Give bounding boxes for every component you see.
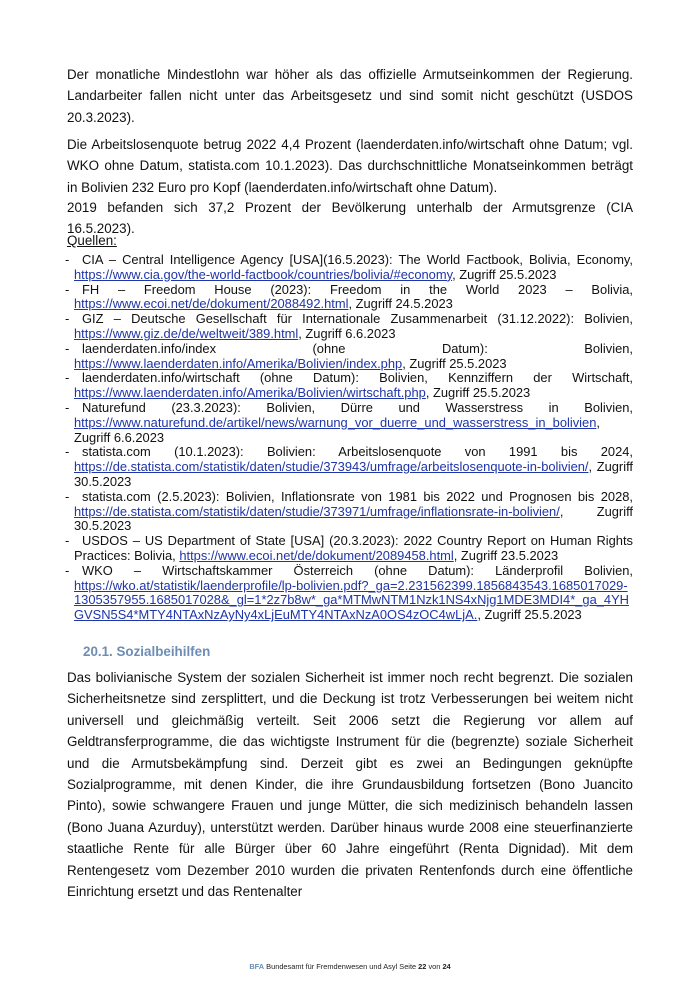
list-dash: - (65, 444, 70, 460)
source-link[interactable]: https://www.naturefund.de/artikel/news/warnung_vor_duerre_und_wasserstress_in_bolivien (74, 414, 597, 430)
source-access-date: , Zugriff 6.6.2023 (74, 414, 600, 445)
source-access-date: , Zugriff 25.5.2023 (452, 266, 557, 282)
source-link[interactable]: https://www.laenderdaten.info/Amerika/Bolivien/index.php (74, 355, 403, 371)
source-access-date: , Zugriff 30.5.2023 (74, 459, 633, 489)
source-link[interactable]: https://de.statista.com/statistik/daten/studie/373943/umfrage/arbeitslosenquote-in-bolivien/ (74, 459, 589, 475)
footer-page-number: 22 (418, 962, 427, 971)
page-footer (0, 962, 700, 972)
source-item (67, 342, 633, 372)
source-link[interactable]: https://www.laenderdaten.info/Amerika/Bolivien/wirtschaft.php (74, 385, 426, 401)
source-item (67, 564, 633, 623)
source-link[interactable]: https://wko.at/statistik/laenderprofile/lp-bolivien.pdf?_ga=2.231562399.1856843543.1685017029-1305357955.1685017028&_gl=1*2z7b8w*_ga*MTMwNTM1Nzk1NS4xNjg1MDE3MDI4*_ga_4YHGVSN5S4*MTY4NTAxNzAyNy4xLjEuMTY4NTAxNzA0OS4zOC4wLjA. (74, 577, 629, 623)
source-title: statista.com (10.1.2023): Bolivien: Arbeitslosenquote von 1991 bis 2024, (82, 444, 633, 460)
source-access-date: , Zugriff 6.6.2023 (298, 325, 396, 341)
source-link[interactable]: https://www.ecoi.net/de/dokument/2088492.html (74, 296, 349, 312)
paragraph-social-security: Das bolivianische System der sozialen Sicherheit ist immer noch recht begrenzt. Die sozialen Sicherheitsnetze sind zersplittert, und die Deckung ist trotz Verbesserungen bei weitem nicht universell und gleichmäßig verteilt. Seit 2006 setzt die Regierung vor allem auf Geldtransferprogramme, die das wichtigste Instrument für die (begrenzte) soziale Sicherheit und die Armutsbekämpfung sind. Derzeit gibt es zwei an Bedingungen geknüpfte Sozialprogramme, mit denen Kinder, die ihre Grundausbildung fortsetzen (Bono Juancito Pinto), sowie schwangere Frauen und junge Mütter, die sich medizinisch behandeln lassen (Bono Juana Azurduy), unterstützt werden. Darüber hinaus wurde 2008 eine steuerfinanzierte staatliche Rente für alle Bürger über 60 Jahre eingeführt (Renta Dignidad). Mit dem Rentengesetz vom Dezember 2010 wurden die privaten Rentenfonds durch eine öffentliche Einrichtung ersetzt und das Rentenalter (67, 670, 633, 900)
source-item (67, 490, 633, 534)
source-title: FH – Freedom House (2023): Freedom in the World 2023 – Bolivia, (82, 281, 633, 297)
source-item (67, 283, 633, 313)
source-access-date: , Zugriff 30.5.2023 (74, 503, 633, 534)
footer-of: von (426, 962, 443, 971)
source-title: Naturefund (23.3.2023): Bolivien, Dürre und Wasserstress in Bolivien, (82, 399, 633, 415)
list-dash: - (65, 399, 70, 415)
source-access-date: , Zugriff 25.5.2023 (477, 607, 582, 623)
source-item (67, 401, 633, 445)
source-link[interactable]: https://www.ecoi.net/de/dokument/2089458.html (179, 547, 454, 563)
list-dash: - (65, 488, 70, 504)
source-title-cont: Practices: Bolivia, (74, 547, 180, 563)
list-dash: - (65, 252, 70, 267)
source-title: statista.com (2.5.2023): Bolivien, Inflationsrate von 1981 bis 2022 und Prognosen bis 2028, (82, 488, 633, 504)
list-dash: - (65, 370, 70, 386)
source-access-date: , Zugriff 25.5.2023 (425, 385, 531, 401)
footer-org: Bundesamt für Fremdenwesen und Asyl Seite (264, 962, 419, 971)
paragraph-unemployment: Die Arbeitslosenquote betrug 2022 4,4 Prozent (laenderdaten.info/wirtschaft ohne Datum; vgl. WKO ohne Datum, statista.com 10.1.2023). Das durchschnittliche Monatseinkommen beträgt in Bolivien 232 Euro pro Kopf (laenderdaten.info/wirtschaft ohne Datum). (67, 137, 633, 195)
footer-page-total: 24 (442, 962, 451, 971)
source-title: laenderdaten.info/index (ohne Datum): Bolivien, (82, 340, 633, 356)
source-item (67, 312, 633, 342)
source-title: USDOS – US Department of State [USA] (20.3.2023): 2022 Country Report on Human Rights (82, 533, 633, 549)
sources-list (67, 253, 633, 623)
list-dash: - (65, 533, 70, 549)
source-title: WKO – Wirtschaftskammer Österreich (ohne Datum): Länderprofil Bolivien, (82, 562, 633, 578)
source-item (67, 534, 633, 564)
source-title: CIA – Central Intelligence Agency [USA](16.5.2023): The World Factbook, Bolivia, Economy, (82, 252, 633, 267)
source-link[interactable]: https://www.cia.gov/the-world-factbook/countries/bolivia/#economy (74, 266, 453, 282)
sources-heading: Quellen: (67, 233, 117, 248)
source-item (67, 253, 633, 283)
section-title: 20.1. Sozialbeihilfen (83, 644, 211, 659)
source-item (67, 371, 633, 401)
list-dash: - (65, 281, 70, 297)
list-dash: - (65, 311, 70, 327)
paragraph-poverty: 2019 befanden sich 37,2 Prozent der Bevölkerung unterhalb der Armutsgrenze (CIA 16.5.2023). (67, 200, 633, 237)
source-item (67, 445, 633, 489)
list-dash: - (65, 340, 70, 356)
source-access-date: , Zugriff 24.5.2023 (348, 296, 453, 312)
source-title: GIZ – Deutsche Gesellschaft für Internationale Zusammenarbeit (31.12.2022): Bolivien, (82, 311, 633, 327)
source-access-date: , Zugriff 23.5.2023 (453, 547, 559, 563)
source-link[interactable]: https://de.statista.com/statistik/daten/studie/373971/umfrage/inflationsrate-in-bolivien/ (74, 503, 560, 519)
source-link[interactable]: https://www.giz.de/de/weltweit/389.html (74, 325, 299, 341)
footer-bfa-logo: BFA (249, 962, 265, 971)
list-dash: - (65, 562, 70, 578)
paragraph-minimum-wage: Der monatliche Mindestlohn war höher als das offizielle Armutseinkommen der Regierung. Landarbeiter fallen nicht unter das Arbeitsgesetz und sind somit nicht geschützt (USDOS 20.3.2023). (67, 67, 633, 125)
source-access-date: , Zugriff 25.5.2023 (402, 355, 507, 371)
source-title: laenderdaten.info/wirtschaft (ohne Datum): Bolivien, Kennziffern der Wirtschaft, (82, 370, 633, 386)
